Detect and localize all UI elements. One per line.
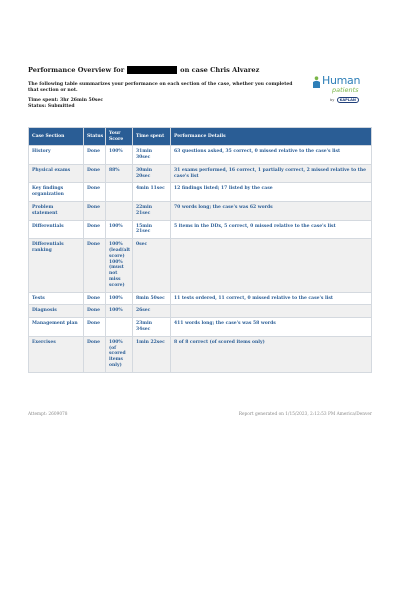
cell-score: 100% (of scored items only) xyxy=(106,336,133,372)
table-row xyxy=(29,201,372,220)
cell-score: 100% xyxy=(106,220,133,239)
cell-details: 8 of 8 correct (of scored items only) xyxy=(171,336,372,372)
redacted-name-block xyxy=(127,66,177,74)
kaplan-logo: KAPLAN xyxy=(337,97,359,103)
title-suffix: on case Chris Alvarez xyxy=(180,66,260,74)
cell-time: 0sec xyxy=(133,239,171,292)
cell-details: 63 questions asked, 35 correct, 0 missed relative to the case's list xyxy=(171,146,372,165)
cell-score xyxy=(106,201,133,220)
table-row xyxy=(29,318,372,337)
cell-time: 15min 21sec xyxy=(133,220,171,239)
cell-details: 31 exams performed, 16 correct, 1 partially correct, 2 missed relative to the case's list xyxy=(171,164,372,183)
col-performance-details: Performance Details xyxy=(171,128,372,146)
cell-section: History xyxy=(29,146,84,165)
logo-sub: patients xyxy=(332,86,359,94)
cell-details: 12 findings listed; 17 listed by the case xyxy=(171,183,372,202)
table-row xyxy=(29,220,372,239)
logo-by-line xyxy=(330,97,359,103)
status-text: Status: Submitted xyxy=(28,104,75,110)
cell-score xyxy=(106,318,133,337)
cell-time: 23min 34sec xyxy=(133,318,171,337)
cell-score: 100% (lead/alt score) 100% (must not miss score) xyxy=(106,239,133,292)
cell-time: 31min 30sec xyxy=(133,146,171,165)
cell-section: Physical exams xyxy=(29,164,84,183)
table-row xyxy=(29,146,372,165)
cell-status: Done xyxy=(84,220,106,239)
attempt-id: Attempt: 2609078 xyxy=(28,412,68,417)
cell-details: 5 items in the DDx, 5 correct, 0 missed relative to the case's list xyxy=(171,220,372,239)
cell-score: 100% xyxy=(106,305,133,318)
logo-by: by xyxy=(330,98,335,102)
cell-status: Done xyxy=(84,146,106,165)
cell-section: Differentials ranking xyxy=(29,239,84,292)
col-status: Status xyxy=(84,128,106,146)
cell-section: Differentials xyxy=(29,220,84,239)
cell-details xyxy=(171,305,372,318)
table-header-row xyxy=(29,128,372,146)
cell-section: Management plan xyxy=(29,318,84,337)
cell-time: 30min 20sec xyxy=(133,164,171,183)
cell-section: Problem statement xyxy=(29,201,84,220)
cell-status: Done xyxy=(84,164,106,183)
report-generated: Report generated on 1/15/2023, 2:12:53 PM America/Denver xyxy=(238,412,372,417)
cell-status: Done xyxy=(84,318,106,337)
intro-text: The following table summarizes your performance on each section of the case, whether you completed that section or not. xyxy=(28,82,293,94)
table-row xyxy=(29,292,372,305)
cell-details: 11 tests ordered, 11 correct, 0 missed relative to the case's list xyxy=(171,292,372,305)
cell-status: Done xyxy=(84,183,106,202)
ihuman-mark-icon xyxy=(312,76,321,88)
report-footer xyxy=(28,412,372,417)
table-row xyxy=(29,305,372,318)
table-row xyxy=(29,164,372,183)
cell-section: Diagnosis xyxy=(29,305,84,318)
cell-time: 22min 21sec xyxy=(133,201,171,220)
performance-table xyxy=(28,127,372,373)
col-your-score: Your Score xyxy=(106,128,133,146)
cell-status: Done xyxy=(84,292,106,305)
cell-time: 8min 50sec xyxy=(133,292,171,305)
cell-status: Done xyxy=(84,305,106,318)
cell-details: 70 words long; the case's was 62 words xyxy=(171,201,372,220)
page-title xyxy=(28,66,372,74)
cell-status: Done xyxy=(84,336,106,372)
cell-score: 100% xyxy=(106,146,133,165)
cell-details: 411 words long; the case's was 58 words xyxy=(171,318,372,337)
cell-section: Exercises xyxy=(29,336,84,372)
cell-time: 26sec xyxy=(133,305,171,318)
col-time-spent: Time spent xyxy=(133,128,171,146)
cell-section: Key findings organization xyxy=(29,183,84,202)
title-prefix: Performance Overview for xyxy=(28,66,125,74)
table-row xyxy=(29,183,372,202)
cell-status: Done xyxy=(84,201,106,220)
cell-score: 100% xyxy=(106,292,133,305)
cell-score xyxy=(106,183,133,202)
cell-details xyxy=(171,239,372,292)
col-case-section: Case Section xyxy=(29,128,84,146)
table-body xyxy=(29,146,372,373)
table-row xyxy=(29,336,372,372)
cell-status: Done xyxy=(84,239,106,292)
cell-section: Tests xyxy=(29,292,84,305)
cell-time: 4min 11sec xyxy=(133,183,171,202)
cell-time: 1min 22sec xyxy=(133,336,171,372)
time-spent: Time spent: 3hr 26min 50sec xyxy=(28,98,104,104)
logo-word: Human xyxy=(322,74,361,87)
ihuman-logo xyxy=(312,74,372,108)
table-row xyxy=(29,239,372,292)
cell-score: 88% xyxy=(106,164,133,183)
